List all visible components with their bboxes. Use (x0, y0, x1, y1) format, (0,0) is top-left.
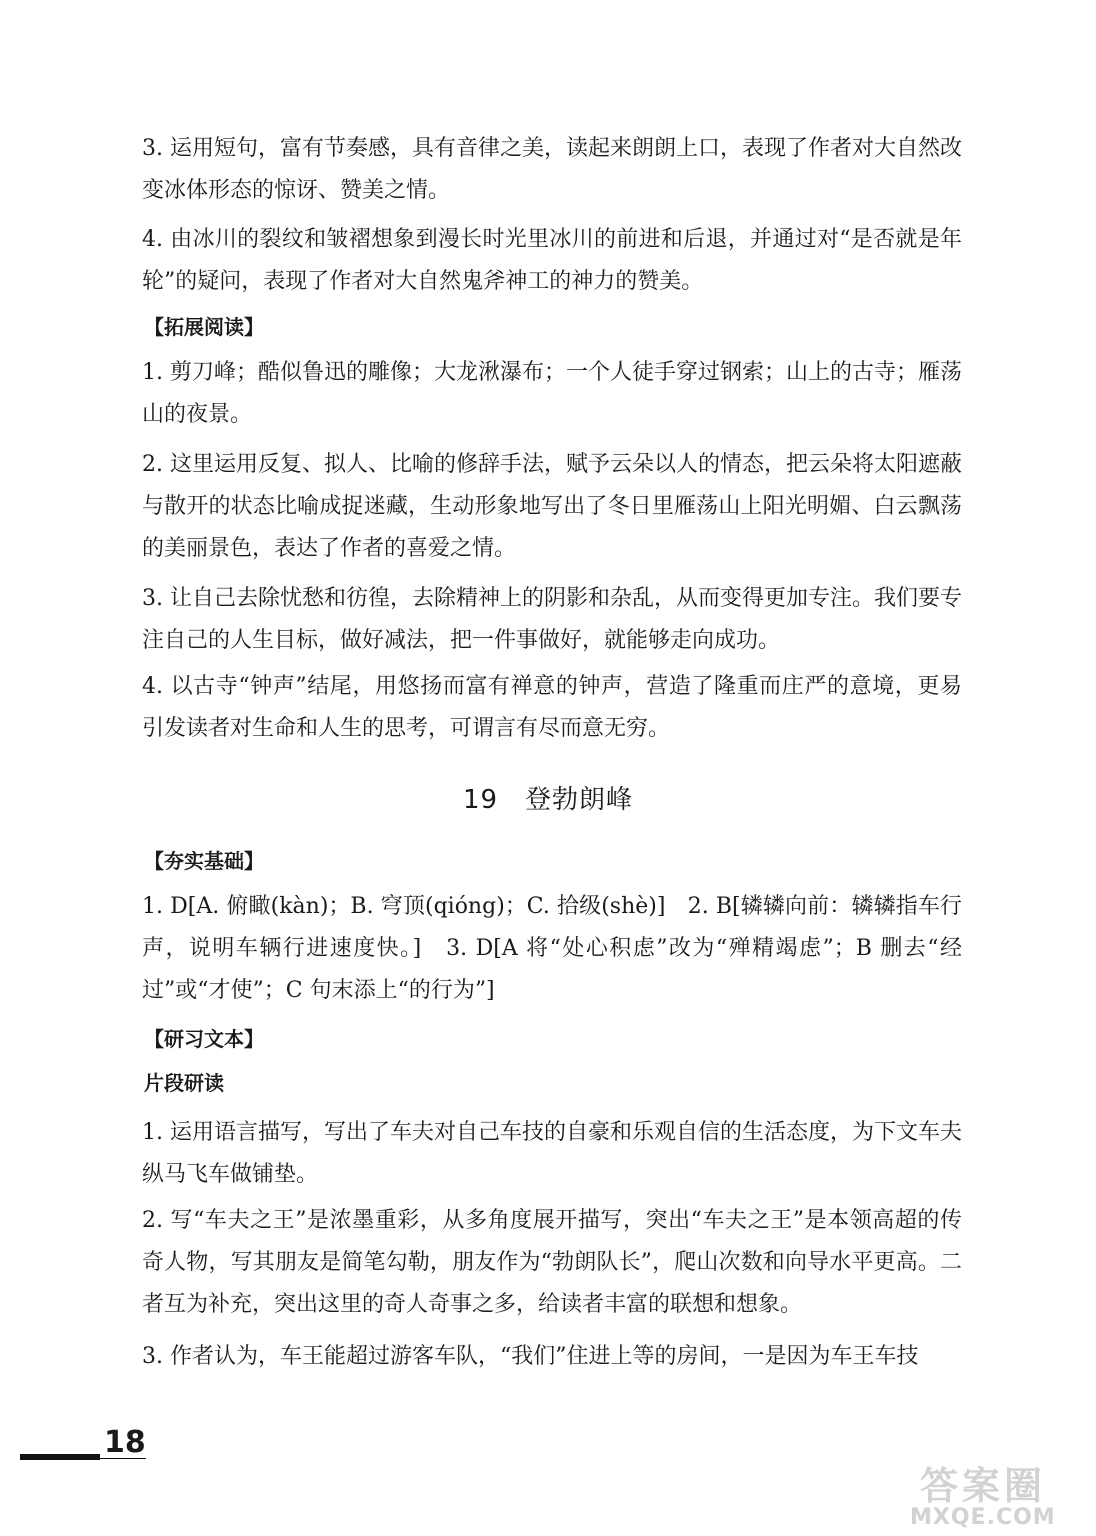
watermark-bottom-text: MXQE.COM (910, 1505, 1056, 1530)
footer-bar (20, 1454, 100, 1460)
watermark-top-text: 答案圈 (920, 1464, 1047, 1508)
lesson-title: 19 登勃朗峰 (462, 785, 634, 815)
study-answer-3: 3. 作者认为，车王能超过游客车队，“我们”住进上等的房间，一是因为车王车技 (142, 1344, 919, 1369)
section-heading-extended-reading: 【拓展阅读】 (144, 315, 264, 339)
watermark-logo (910, 1466, 1090, 1532)
study-answer-2: 2. 写“车夫之王”是浓墨重彩，从多角度展开描写，突出“车夫之王”是本领高超的传奇人物，写其朋友是简笔勾勒，朋友作为“勃朗队长”，爬山次数和向导水平更高。二者互为补充，突出这里的奇人奇事之多，给读者丰富的联想和想象。 (142, 1208, 962, 1317)
extended-answer-3: 3. 让自己去除忧愁和彷徨，去除精神上的阴影和杂乱，从而变得更加专注。我们要专注自己的人生目标，做好减法，把一件事做好，就能够走向成功。 (142, 586, 962, 653)
subsection-fragment-reading: 片段研读 (144, 1071, 224, 1095)
extended-answer-1: 1. 剪刀峰；酷似鲁迅的雕像；大龙湫瀑布；一个人徒手穿过钢索；山上的古寺；雁荡山的夜景。 (142, 360, 962, 427)
section-heading-foundation: 【夯实基础】 (144, 849, 264, 873)
study-answer-1: 1. 运用语言描写，写出了车夫对自己车技的自豪和乐观自信的生活态度，为下文车夫纵马飞车做铺垫。 (142, 1120, 962, 1187)
section-heading-study: 【研习文本】 (144, 1027, 264, 1051)
extended-answer-2: 2. 这里运用反复、拟人、比喻的修辞手法，赋予云朵以人的情态，把云朵将太阳遮蔽与散开的状态比喻成捉迷藏，生动形象地写出了冬日里雁荡山上阳光明媚、白云飘荡的美丽景色，表达了作者的喜爱之情。 (142, 452, 962, 561)
answer-para-3: 3. 运用短句，富有节奏感，具有音律之美，读起来朗朗上口，表现了作者对大自然改变冰体形态的惊讶、赞美之情。 (142, 136, 962, 203)
extended-answer-4: 4. 以古寺“钟声”结尾，用悠扬而富有禅意的钟声，营造了隆重而庄严的意境，更易引发读者对生命和人生的思考，可谓言有尽而意无穷。 (142, 674, 962, 741)
answer-para-4: 4. 由冰川的裂纹和皱褶想象到漫长时光里冰川的前进和后退，并通过对“是否就是年轮”的疑问，表现了作者对大自然鬼斧神工的神力的赞美。 (142, 227, 962, 294)
foundation-answers: 1. D[A. 俯瞰(kàn)；B. 穹顶(qióng)；C. 拾级(shè)] 2. B[辚辚向前：辚辚指车行声，说明车辆行进速度快。] 3. D[A 将“处心积虑”改为“殚精竭虑”；B 删去“经过”或“才使”；C 句末添上“的行为”] (142, 894, 962, 1003)
page-number: 18 (104, 1425, 146, 1460)
